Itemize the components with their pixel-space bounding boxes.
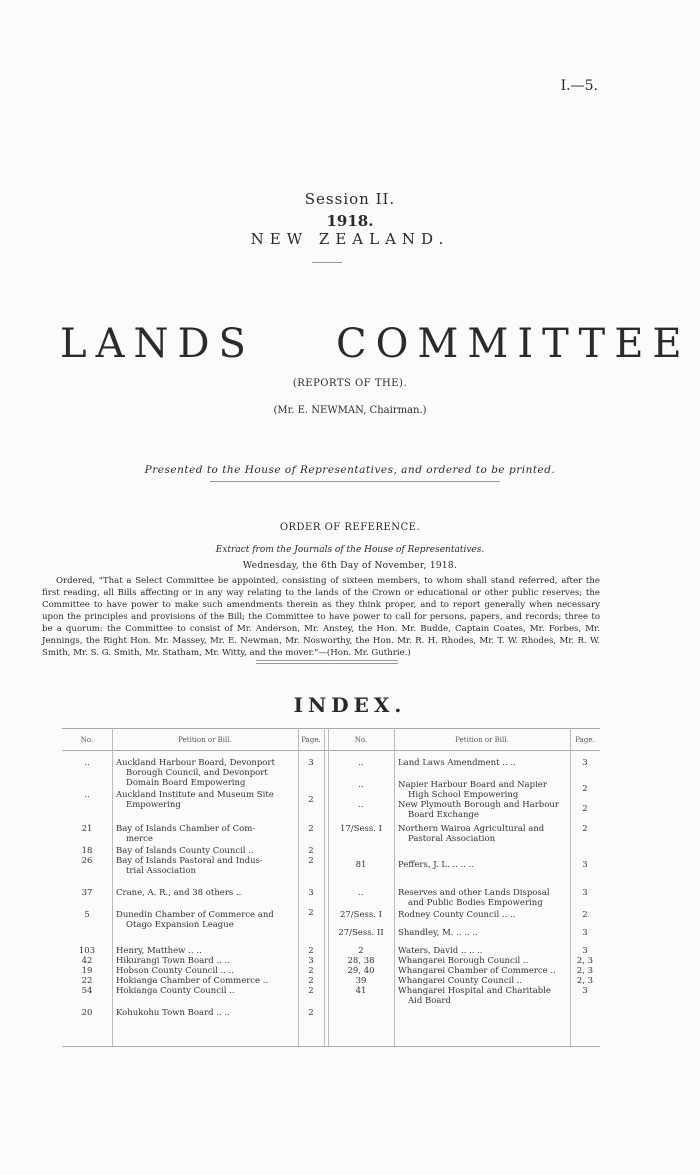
right-row-3-page: 2 (582, 824, 588, 834)
left-row-3-page: 2 (308, 846, 314, 856)
entry-line: Domain Board Empowering (126, 778, 246, 788)
left-row-2-page: 2 (308, 824, 314, 834)
right-row-0-petition: Land Laws Amendment .. .. (398, 758, 516, 768)
left-row-8-no: 42 (81, 956, 93, 966)
right-row-5-petition (398, 888, 570, 908)
title-word-committee: COMMITTEE (336, 321, 691, 367)
left-row-12-no: 20 (81, 1008, 93, 1018)
left-row-5-petition: Crane, A. R., and 38 others .. (116, 888, 242, 898)
right-row-3-no: 17/Sess. I (339, 824, 383, 834)
right-row-8-no: 2 (358, 946, 364, 956)
short-divider (312, 262, 342, 263)
document-title (60, 320, 691, 368)
left-row-9-no: 19 (81, 966, 93, 976)
section-divider-top (256, 660, 398, 661)
right-row-0-page: 3 (582, 758, 588, 768)
left-row-0-petition (116, 758, 296, 788)
page-reference: I.—5. (560, 78, 598, 94)
entry-line: Auckland Harbour Board, Devonport (116, 758, 275, 768)
left-row-2-petition (116, 824, 296, 844)
left-row-6-petition (116, 910, 296, 930)
col-divider (328, 728, 329, 1046)
right-row-6-petition: Rodney County Council .. .. (398, 910, 516, 920)
left-row-3-petition: Bay of Islands County Council .. (116, 846, 254, 856)
right-row-8-petition: Waters, David .. .. .. (398, 946, 483, 956)
index-title: INDEX. (293, 693, 407, 717)
entry-line: Northern Wairoa Agricultural and (398, 824, 545, 834)
right-row-7-no: 27/Sess. II (338, 928, 384, 938)
left-row-1-page: 2 (308, 795, 314, 805)
entry-line: Reserves and other Lands Disposal (398, 888, 550, 898)
entry-line: Aid Board (408, 996, 451, 1006)
entry-line: and Public Bodies Empowering (408, 898, 543, 908)
entry-line: Otago Expansion League (126, 920, 234, 930)
country-label: NEW ZEALAND. (250, 230, 450, 248)
entry-line: trial Association (126, 866, 196, 876)
left-row-8-petition: Hikurangi Town Board .. .. (116, 956, 230, 966)
table-bottom-rule (62, 1046, 600, 1047)
right-row-3-petition (398, 824, 570, 844)
left-row-11-petition: Hokianga County Council .. (116, 986, 235, 996)
entry-line: Empowering (126, 800, 181, 810)
document-subtitle: (REPORTS OF THE). (292, 378, 408, 389)
right-row-9-page: 2, 3 (576, 956, 594, 966)
right-row-1-page: 2 (582, 784, 588, 794)
right-row-12-petition (398, 986, 570, 1006)
left-row-6-no: 5 (84, 910, 90, 920)
right-row-4-no: 81 (355, 860, 367, 870)
right-row-1-no: .. (358, 780, 364, 790)
right-row-10-petition: Whangarei Chamber of Commerce .. (398, 966, 556, 976)
right-row-12-page: 3 (582, 986, 588, 996)
left-row-5-page: 3 (308, 888, 314, 898)
order-text: Ordered, "That a Select Committee be appointed, consisting of sixteen members, to whom shall stand referred, after the first reading, all Bills affecting or in any way relating to the lands of the Crown or educational or other public reserves; the Committee to have power to make such amendments therein as they think proper, and to report generally when necessary upon the principles and provisions of the Bill; the Committee to have power to call for persons, papers, and records; three to be a quorum: the Committee to consist of Mr. Anderson, Mr. Anstey, the Hon. Mr. Budde, Captain Coates, Mr. Forbes, Mr. Jennings, the Right Hon. Mr. Massey, Mr. E. Newman, Mr. Nosworthy, the Hon. Mr. R. H. Rhodes, Mr. T. W. Rhodes, Mr. R. W. Smith, Mr. S. G. Smith, Mr. Statham, Mr. Witty, and the mover."—(Hon. Mr. Guthrie.) (42, 576, 600, 658)
right-row-0-no: .. (358, 758, 364, 768)
order-date: Wednesday, the 6th Day of November, 1918. (242, 561, 458, 571)
left-row-8-page: 3 (308, 956, 314, 966)
right-row-7-petition: Shandley, M. .. .. .. (398, 928, 478, 938)
entry-line: Pastoral Association (408, 834, 496, 844)
right-row-7-page: 3 (582, 928, 588, 938)
left-row-9-page: 2 (308, 966, 314, 976)
index-table (62, 728, 600, 1048)
entry-line: Napier Harbour Board and Napier (398, 780, 547, 790)
left-row-0-no: .. (84, 758, 90, 768)
left-row-7-page: 2 (308, 946, 314, 956)
left-row-11-no: 54 (81, 986, 93, 996)
col-divider (394, 728, 395, 1046)
chairman-line: (Mr. E. NEWMAN, Chairman.) (273, 405, 427, 416)
left-row-4-no: 26 (81, 856, 93, 866)
entry-line: Whangarei Hospital and Charitable (398, 986, 551, 996)
right-row-4-page: 3 (582, 860, 588, 870)
journal-extract-line: Extract from the Journals of the House of Representatives. (215, 545, 485, 555)
entry-line: Bay of Islands Pastoral and Indus- (116, 856, 263, 866)
session-label: Session II. (304, 190, 396, 208)
right-row-9-petition: Whangarei Borough Council .. (398, 956, 529, 966)
table-top-rule (62, 728, 600, 729)
left-row-9-petition: Hobson County Council .. .. (116, 966, 235, 976)
right-row-8-page: 3 (582, 946, 588, 956)
col-divider (298, 728, 299, 1046)
col-divider (112, 728, 113, 1046)
col-divider (570, 728, 571, 1046)
left-row-10-page: 2 (308, 976, 314, 986)
entry-line: merce (126, 834, 153, 844)
right-row-5-no: .. (358, 888, 364, 898)
header-petition-left: Petition or Bill. (178, 736, 232, 744)
right-row-1-petition (398, 780, 570, 800)
entry-line: Board Exchange (408, 810, 479, 820)
right-row-11-page: 2, 3 (576, 976, 594, 986)
left-row-4-petition (116, 856, 296, 876)
right-row-5-page: 3 (582, 888, 588, 898)
left-row-0-page: 3 (308, 758, 314, 768)
title-word-lands: LANDS (60, 321, 255, 367)
left-row-10-petition: Hokianga Chamber of Commerce .. (116, 976, 269, 986)
right-row-2-petition (398, 800, 570, 820)
order-of-reference-heading: ORDER OF REFERENCE. (279, 522, 421, 533)
left-row-1-no: .. (84, 790, 90, 800)
header-no-right: No. (354, 736, 368, 744)
col-divider (324, 728, 325, 1046)
right-row-11-petition: Whangarei County Council .. (398, 976, 523, 986)
left-row-10-no: 22 (81, 976, 93, 986)
year-label: 1918. (326, 212, 374, 230)
left-row-11-page: 2 (308, 986, 314, 996)
left-row-7-no: 103 (78, 946, 96, 956)
entry-line: Auckland Institute and Museum Site (116, 790, 274, 800)
header-page-right: Page. (575, 736, 595, 744)
right-row-6-no: 27/Sess. I (339, 910, 383, 920)
right-row-4-petition: Peffers, J. L. .. .. .. (398, 860, 475, 870)
entry-line: Dunedin Chamber of Commerce and (116, 910, 274, 920)
header-petition-right: Petition or Bill. (455, 736, 509, 744)
left-row-5-no: 37 (81, 888, 93, 898)
right-row-2-no: .. (358, 800, 364, 810)
left-row-6-page: 2 (308, 908, 314, 918)
left-row-12-petition: Kohukohu Town Board .. .. (116, 1008, 230, 1018)
right-row-11-no: 39 (355, 976, 367, 986)
header-page-left: Page. (301, 736, 321, 744)
table-header-rule (62, 750, 600, 751)
entry-line: New Plymouth Borough and Harbour (398, 800, 559, 810)
right-row-12-no: 41 (355, 986, 367, 996)
entry-line: Bay of Islands Chamber of Com- (116, 824, 256, 834)
left-row-4-page: 2 (308, 856, 314, 866)
right-row-6-page: 2 (582, 910, 588, 920)
right-row-9-no: 28, 38 (347, 956, 375, 966)
presented-underline (210, 481, 500, 482)
section-divider-bottom (256, 663, 398, 664)
left-row-1-petition (116, 790, 296, 810)
left-row-3-no: 18 (81, 846, 93, 856)
presented-line: Presented to the House of Representatives, and ordered to be printed. (144, 464, 556, 476)
right-row-10-page: 2, 3 (576, 966, 594, 976)
left-row-12-page: 2 (308, 1008, 314, 1018)
right-row-10-no: 29, 40 (347, 966, 375, 976)
entry-line: High School Empowering (408, 790, 519, 800)
header-no-left: No. (80, 736, 94, 744)
entry-line: Borough Council, and Devonport (126, 768, 268, 778)
right-row-2-page: 2 (582, 804, 588, 814)
left-row-7-petition: Henry, Matthew .. .. (116, 946, 202, 956)
left-row-2-no: 21 (81, 824, 93, 834)
